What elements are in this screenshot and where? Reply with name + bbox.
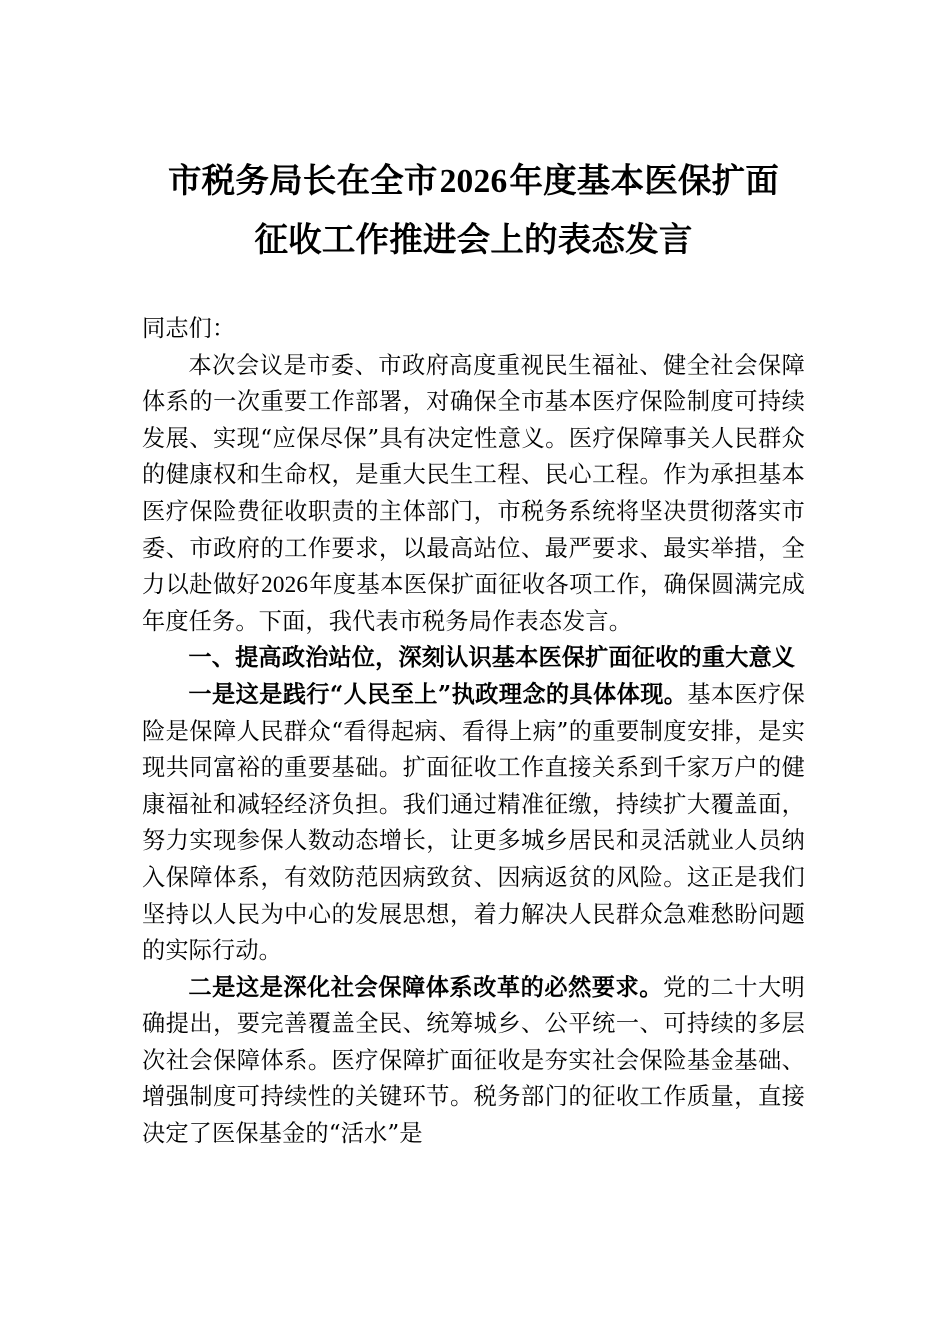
latin-numeral: 2026: [439, 163, 508, 200]
document-content-column: [142, 0, 805, 1153]
document-title-line-2: 征收工作推进会上的表态发言: [254, 220, 693, 259]
section-1-item-1: [142, 677, 805, 970]
document-title-line-1: 市税务局长在全市2026年度基本医保扩面: [167, 161, 780, 200]
salutation: 同志们：: [142, 315, 236, 342]
section-1-item-1-text: 基本医疗保险是保障人民群众“看得起病、看得上病”的重要制度安排，是实现共同富裕的重要基础。扩面征收工作直接关系到千家万户的健康福祉和减轻经济负担。我们通过精准征缴，持续扩大覆盖面，努力实现参保人数动态增长，让更多城乡居民和灵活就业人员纳入保障体系，有效防范因病致贫、因病返贫的风险。这正是我们坚持以人民为中心的发展思想，着力解决人民群众急难愁盼问题的实际行动。: [142, 680, 805, 965]
section-1-item-2-text: 党的二十大明确提出，要完善覆盖全民、统筹城乡、公平统一、可持续的多层次社会保障体系。医疗保障扩面征收是夯实社会保险基金基础、增强制度可持续性的关键环节。税务部门的征收工作质量，直接决定了医保基金的“活水”是: [142, 973, 806, 1148]
section-heading-1: 一、提高政治站位，深刻认识基本医保扩面征收的重大意义: [188, 644, 796, 672]
opening-paragraph: 本次会议是市委、市政府高度重视民生福祉、健全社会保障体系的一次重要工作部署，对确保全市基本医疗保险制度可持续发展、实现“应保尽保”具有决定性意义。医疗保障事关人民群众的健康权和生命权，是重大民生工程、民心工程。作为承担基本医疗保险费征收职责的主体部门，市税务系统将坚决贯彻落实市委、市政府的工作要求，以最高站位、最严要求、最实举措，全力以赴做好2026年度基本医保扩面征收各项工作，确保圆满完成年度任务。下面，我代表市税务局作表态发言。: [142, 351, 806, 635]
section-1-item-1-lead: 一是这是践行“人民至上”执政理念的具体体现。: [188, 680, 688, 708]
document-title: [142, 0, 805, 269]
section-1-item-2-lead: 二是这是深化社会保障体系改革的必然要求。: [188, 973, 664, 1001]
document-body: [142, 311, 805, 1153]
section-1-item-2: [142, 970, 805, 1153]
latin-numeral: 2026: [261, 572, 309, 599]
